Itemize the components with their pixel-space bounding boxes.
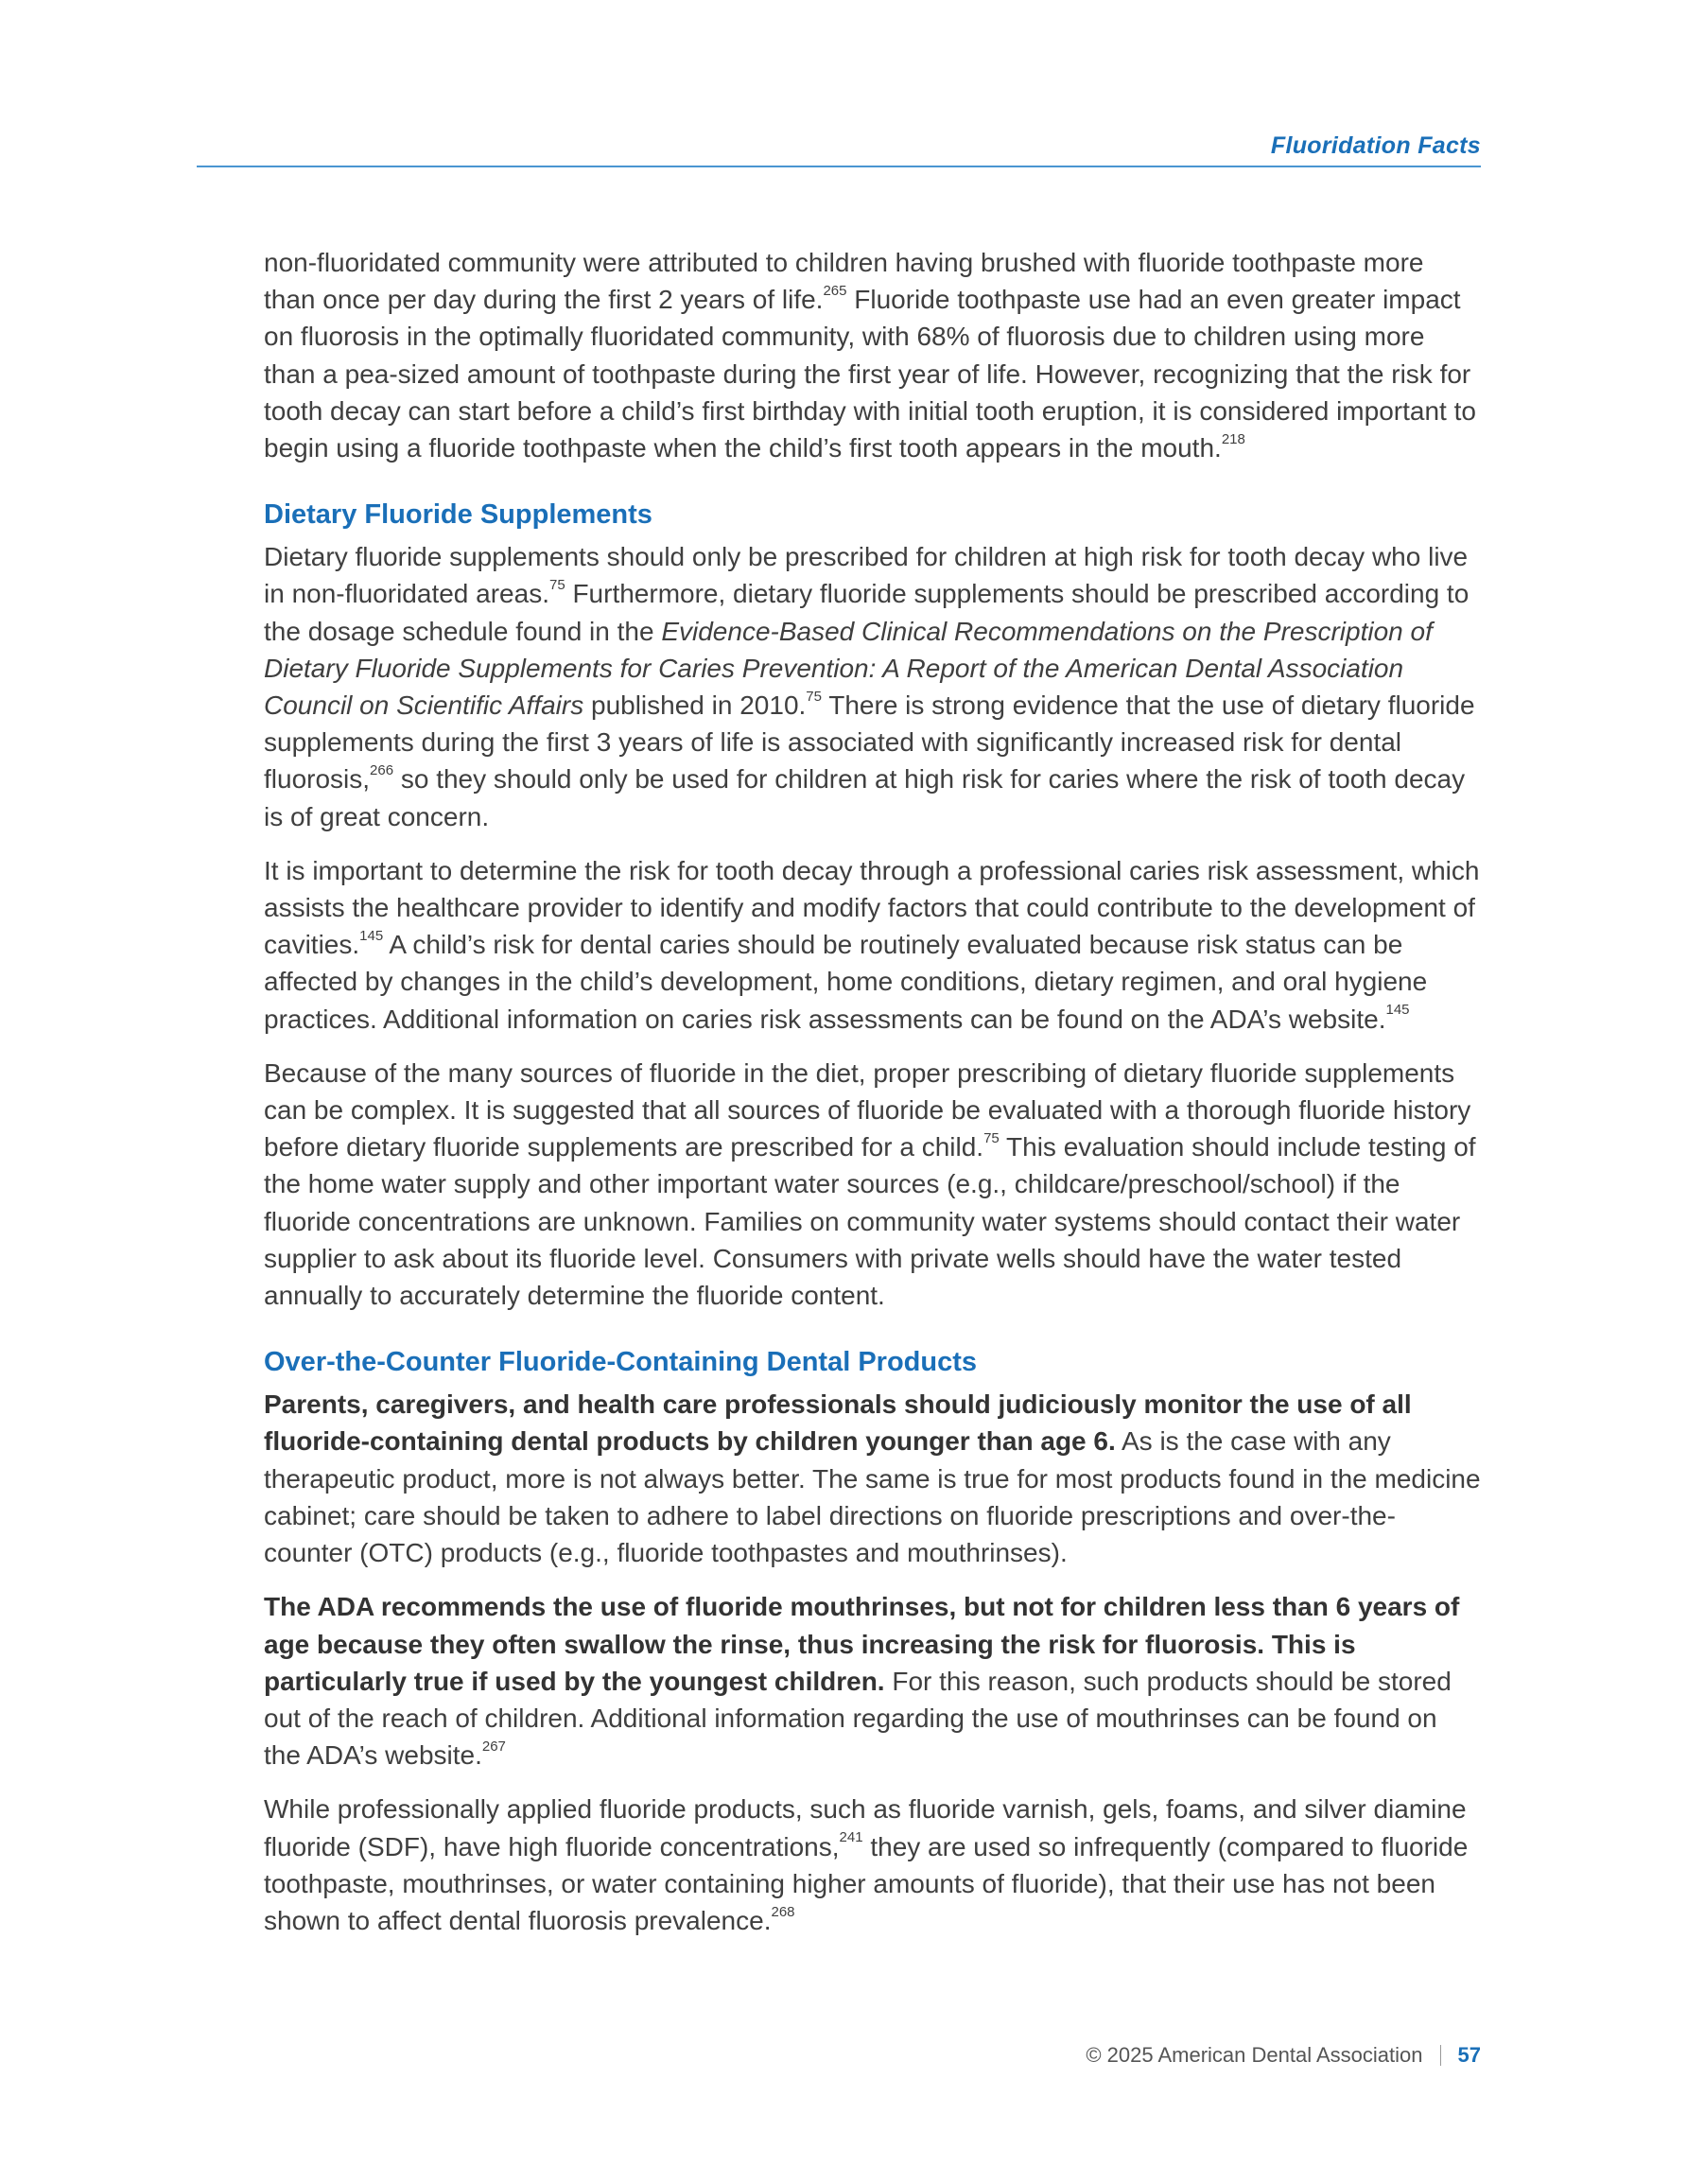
footnote-ref: 241 [839, 1829, 863, 1846]
text-run: This evaluation should include testing of the home water supply and other important water sources (e.g., childcare/preschool/school) if the fluoride concentrations are unknown. Families on community water systems should contact their water supplier to ask about its fluoride level. Consumers with private wells should have the water tested annually to accurately determine the fluoride content. [264, 1132, 1476, 1311]
intro-paragraph [264, 244, 1481, 466]
publication-title: Evidence-Based Clinical Recommendations on the Prescription of Dietary Fluoride Supplements for Caries Prevention: A Report of the American Dental Association Council on Scientific Affairs [264, 616, 1433, 721]
otc-paragraph-2 [264, 1588, 1481, 1773]
text-run: There is strong evidence that the use of dietary fluoride supplements during the first 3 years of life is associated with significantly increased risk for dental fluorosis, [264, 690, 1475, 795]
footnote-ref: 145 [359, 927, 384, 944]
text-run: they are used so infrequently (compared to fluoride toothpaste, mouthrinses, or water containing higher amounts of fluoride), that their use has not been shown to affect dental fluorosis prevalence. [264, 1831, 1469, 1935]
footnote-ref: 267 [481, 1738, 506, 1755]
emphasis-text: Parents, caregivers, and health care professionals should judiciously monitor the use of all fluoride-containing dental products by children younger than age 6. [264, 1389, 1412, 1457]
section-heading-otc-products: Over-the-Counter Fluoride-Containing Dental Products [264, 1347, 978, 1378]
text-run: It is important to determine the risk for tooth decay through a professional caries risk assessment, which assists the healthcare provider to identify and modify factors that could contribute to the development of cavities. [264, 855, 1480, 960]
footnote-ref: 218 [1221, 430, 1245, 447]
page-footer [1086, 2043, 1481, 2068]
text-run: As is the case with any therapeutic product, more is not always better. The same is true for most products found in the medicine cabinet; care should be taken to adhere to label directions on fluoride prescriptions and over-the-counter (OTC) products (e.g., fluoride toothpastes and mouthrinses). [264, 1426, 1481, 1568]
page-content [264, 244, 1481, 1956]
text-run: Because of the many sources of fluoride in the diet, proper prescribing of dietary fluoride supplements can be complex. It is suggested that all sources of fluoride be evaluated with a thorough fluoride history before dietary fluoride supplements are prescribed for a child. [264, 1057, 1471, 1162]
emphasis-text: The ADA recommends the use of fluoride mouthrinses, but not for children less than 6 years of age because they often swallow the rinse, thus increasing the risk for fluorosis. This is particularly true if used by the youngest children. [264, 1592, 1460, 1696]
otc-paragraph-3 [264, 1791, 1481, 1939]
text-run: Furthermore, dietary fluoride supplements should be prescribed according to the dosage schedule found in the [264, 579, 1470, 646]
footnote-ref: 75 [806, 688, 822, 705]
footnote-ref: 75 [548, 577, 565, 594]
otc-paragraph-1 [264, 1386, 1481, 1571]
section-heading-dietary-supplements: Dietary Fluoride Supplements [264, 499, 652, 531]
running-header-title: Fluoridation Facts [1270, 132, 1481, 159]
dietary-paragraph-1 [264, 538, 1481, 835]
footnote-ref: 145 [1385, 1002, 1410, 1019]
text-run: While professionally applied fluoride products, such as fluoride varnish, gels, foams, and silver diamine fluoride (SDF), have high fluoride concentrations, [264, 1794, 1467, 1861]
page-number: 57 [1457, 2043, 1481, 2067]
footnote-ref: 266 [370, 762, 394, 779]
text-run: A child’s risk for dental caries should be routinely evaluated because risk status can be affected by changes in the child’s development, home conditions, dietary regimen, and oral hygiene practices. Additional information on caries risk assessments can be found on the ADA’s website. [264, 930, 1428, 1034]
footnote-ref: 268 [771, 1903, 795, 1920]
text-run: Dietary fluoride supplements should only be prescribed for children at high risk for tooth decay who live in non-fluoridated areas. [264, 542, 1469, 609]
text-run: Fluoride toothpaste use had an even greater impact on fluorosis in the optimally fluoridated community, with 68% of fluorosis due to children using more than a pea-sized amount of toothpaste during the first year of life. However, recognizing that the risk for tooth decay can start before a child’s first birthday with initial tooth eruption, it is considered important to begin using a fluoride toothpaste when the child’s first tooth appears in the mouth. [264, 285, 1476, 463]
text-run: published in 2010. [583, 690, 807, 721]
dietary-paragraph-2 [264, 852, 1481, 1038]
copyright-notice: © 2025 American Dental Association [1086, 2043, 1423, 2067]
text-run: non-fluoridated community were attributed to children having brushed with fluoride toothpaste more than once per day during the first 2 years of life. [264, 248, 1424, 315]
dietary-paragraph-3 [264, 1055, 1481, 1314]
text-run: For this reason, such products should be stored out of the reach of children. Additional information regarding the use of mouthrinses can be found on the ADA’s website. [264, 1666, 1452, 1771]
footnote-ref: 75 [983, 1129, 1000, 1146]
text-run: so they should only be used for children at high risk for caries where the risk of tooth decay is of great concern. [264, 764, 1466, 831]
header-divider [197, 166, 1481, 167]
footer-divider [1440, 2045, 1441, 2066]
footnote-ref: 265 [823, 282, 847, 299]
